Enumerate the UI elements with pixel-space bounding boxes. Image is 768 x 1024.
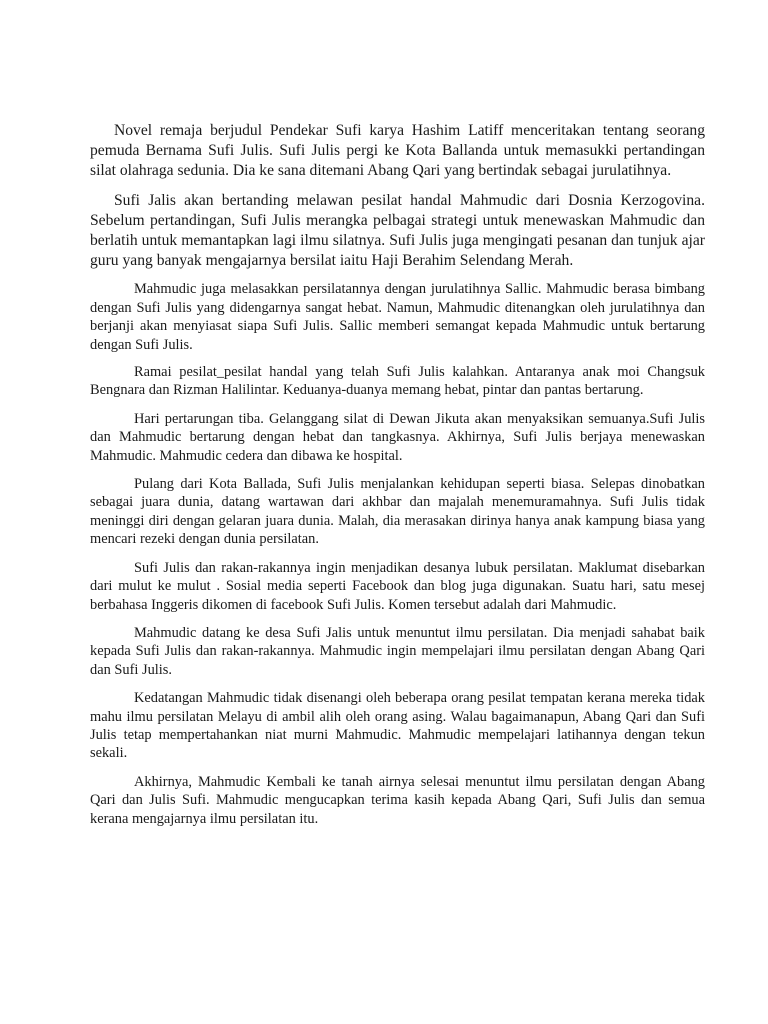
paragraph-4: Ramai pesilat_pesilat handal yang telah Sufi Julis kalahkan. Antaranya anak moi Changsuk Bengnara dan Rizman Halilintar. Keduanya-duanya memang hebat, pintar dan pantas bertarung.: [90, 364, 705, 399]
document-body: [90, 121, 705, 838]
paragraph-7: Sufi Julis dan rakan-rakannya ingin menjadikan desanya lubuk persilatan. Maklumat disebarkan dari mulut ke mulut . Sosial media seperti Facebook dan blog juga digunakan. Suatu hari, satu mesej berbahasa Inggeris dikomen di facebook Sufi Julis. Komen tersebut adalah dari Mahmudic.: [90, 559, 705, 613]
paragraph-3: Mahmudic juga melasakkan persilatannya dengan jurulatihnya Sallic. Mahmudic berasa bimbang dengan Sufi Julis yang didengarnya sangat hebat. Namun, Mahmudic ditenangkan oleh jurulatihnya dan berjanji akan menyiasat siapa Sufi Julis. Sallic memberi semangat kepada Mahmudic untuk bertarung dengan Sufi Julis.: [90, 281, 705, 353]
paragraph-5: Hari pertarungan tiba. Gelanggang silat di Dewan Jikuta akan menyaksikan semuanya.Sufi Julis dan Mahmudic bertarung dengan hebat dan tangkasnya. Akhirnya, Sufi Julis berjaya menewaskan Mahmudic. Mahmudic cedera dan dibawa ke hospital.: [90, 410, 705, 464]
paragraph-10: Akhirnya, Mahmudic Kembali ke tanah airnya selesai menuntut ilmu persilatan dengan Abang Qari dan Julis Sufi. Mahmudic mengucapkan terima kasih kepada Abang Qari, Sufi Julis dan semua kerana mengajarnya ilmu persilatan itu.: [90, 773, 705, 827]
paragraph-9: Kedatangan Mahmudic tidak disenangi oleh beberapa orang pesilat tempatan kerana mereka tidak mahu ilmu persilatan Melayu di ambil alih oleh orang asing. Walau bagaimanapun, Abang Qari dan Sufi Julis tetap mempertahankan niat murni Mahmudic. Mahmudic mempelajari latihannya dengan tekun sekali.: [90, 690, 705, 762]
paragraph-6: Pulang dari Kota Ballada, Sufi Julis menjalankan kehidupan seperti biasa. Selepas dinobatkan sebagai juara dunia, datang wartawan dari akhbar dan majalah menemuramahnya. Sufi Julis tidak meninggi diri dengan gelaran juara dunia. Malah, dia merasakan dirinya hanya anak kampung biasa yang mencari rezeki dengan dunia persilatan.: [90, 476, 705, 548]
paragraph-2: Sufi Jalis akan bertanding melawan pesilat handal Mahmudic dari Dosnia Kerzogovina. Sebelum pertandingan, Sufi Julis merangka pelbagai strategi untuk menewaskan Mahmudic dan berlatih untuk memantapkan lagi ilmu silatnya. Sufi Julis juga mengingati pesanan dan tunjuk ajar guru yang banyak mengajarnya bersilat iaitu Haji Berahim Selendang Merah.: [90, 191, 705, 270]
paragraph-1: Novel remaja berjudul Pendekar Sufi karya Hashim Latiff menceritakan tentang seorang pemuda Bernama Sufi Julis. Sufi Julis pergi ke Kota Ballanda untuk memasukki pertandingan silat olahraga sedunia. Dia ke sana ditemani Abang Qari yang bertindak sebagai jurulatihnya.: [90, 122, 705, 180]
paragraph-8: Mahmudic datang ke desa Sufi Jalis untuk menuntut ilmu persilatan. Dia menjadi sahabat baik kepada Sufi Julis dan rakan-rakannya. Mahmudic ingin mempelajari ilmu persilatan dengan Abang Qari dan Sufi Julis.: [90, 624, 705, 678]
